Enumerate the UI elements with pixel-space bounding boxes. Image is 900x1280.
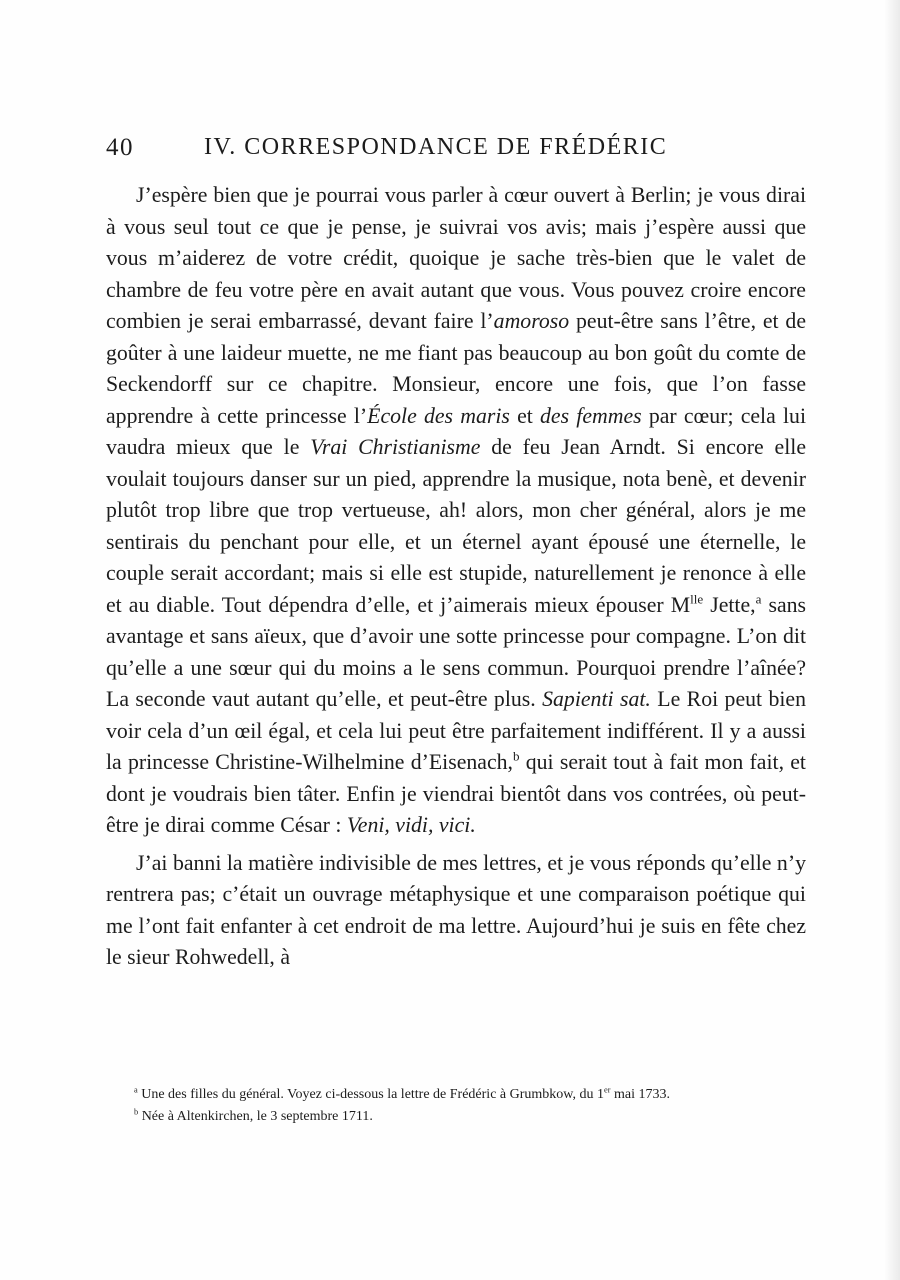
superscript: er: [604, 1085, 611, 1095]
text-run: Jette,: [703, 592, 756, 617]
superscript: b: [134, 1107, 139, 1117]
text-run: J’espère bien que je pourrai vous parler à cœur ouvert à Berlin; je vous dirai à vous seul tout ce que je pense, je suivrai vos avis; mais j’espère aussi que vous m’aiderez de votre crédit, quoique je sache très-bien que le valet de chambre de feu votre père en avait autant que vous. Vous pouvez croire encore combien je serai embarrassé, devant faire l’: [106, 183, 806, 333]
text-run: Née à Altenkirchen, le 3 septembre 1711.: [138, 1109, 373, 1124]
italic-text: amoroso: [493, 309, 570, 333]
superscript: a: [134, 1085, 138, 1095]
chapter-title: IV. CORRESPONDANCE DE FRÉDÉRIC: [204, 134, 668, 160]
text-run: de feu Jean Arndt. Si encore elle voulait toujours danser sur un pied, apprendre la musique, nota benè, et devenir plutôt trop libre que trop vertueuse, ah! alors, mon cher général, alors je me sentirais du penchant pour elle, et un éternel ayant épousé une éternelle, le couple serait accordant; mais si elle est stupide, naturellement je renonce à elle et au diable. Tout dépendra d’elle, et j’aimerais mieux épouser M: [106, 435, 806, 617]
page-number: 40: [106, 134, 134, 161]
text-run: par cœur; cela lui vaudra mieux que le: [106, 403, 806, 459]
italic-text: des femmes: [540, 403, 642, 428]
text-run: peut-être sans l’être, et de goûter à une laideur muette, ne me fiant pas beaucoup au bon goût du comte de Seckendorff sur ce chapitre. Monsieur, encore une fois, que l’on fasse apprendre à cette princesse l’: [106, 309, 806, 428]
italic-text: Sapienti sat.: [542, 687, 651, 711]
page-edge-shadow: [884, 0, 900, 1280]
superscript: a: [755, 591, 762, 607]
superscript: lle: [690, 591, 704, 607]
footnotes: [106, 1084, 806, 1128]
italic-text: Vrai Christianisme: [310, 435, 481, 459]
running-head: [106, 134, 806, 168]
text-run: et: [509, 403, 541, 428]
main-text: [106, 180, 806, 974]
paragraph-1: [106, 180, 806, 842]
superscript: b: [512, 748, 520, 764]
footnote-a: [106, 1084, 806, 1106]
paragraph-2: [106, 848, 806, 974]
text-run: mai 1733.: [610, 1087, 671, 1102]
text-run: qui serait tout à fait mon fait, et dont je voudrais bien tâter. Enfin je viendrai bientôt dans vos contrées, où peut-être je dirai comme César :: [106, 750, 806, 837]
italic-text: Veni, vidi, vici.: [346, 813, 476, 837]
text-run: J’ai banni la matière indivisible de mes lettres, et je vous réponds qu’elle n’y rentrera pas; c’était un ouvrage métaphysique et une comparaison poétique qui me l’ont fait enfanter à cet endroit de ma lettre. Aujourd’hui je suis en fête chez le sieur Rohwedell, à: [106, 850, 806, 969]
italic-text: École des maris: [367, 403, 510, 428]
text-run: Le Roi peut bien voir cela d’un œil égal, et cela lui peut être parfaitement indifférent. Il y a aussi la princesse Christine-Wilhelmine d’Eisenach,: [106, 687, 807, 774]
text-run: sans avantage et sans aïeux, que d’avoir une sotte princesse pour compagne. L’on dit qu’elle a une sœur qui du moins a le sens commun. Pourquoi prendre l’aînée? La seconde vaut autant qu’elle, et peut-être plus.: [106, 592, 806, 711]
text-run: Une des filles du général. Voyez ci-dessous la lettre de Frédéric à Grumbkow, du 1: [137, 1087, 604, 1102]
footnote-b: [106, 1106, 806, 1128]
